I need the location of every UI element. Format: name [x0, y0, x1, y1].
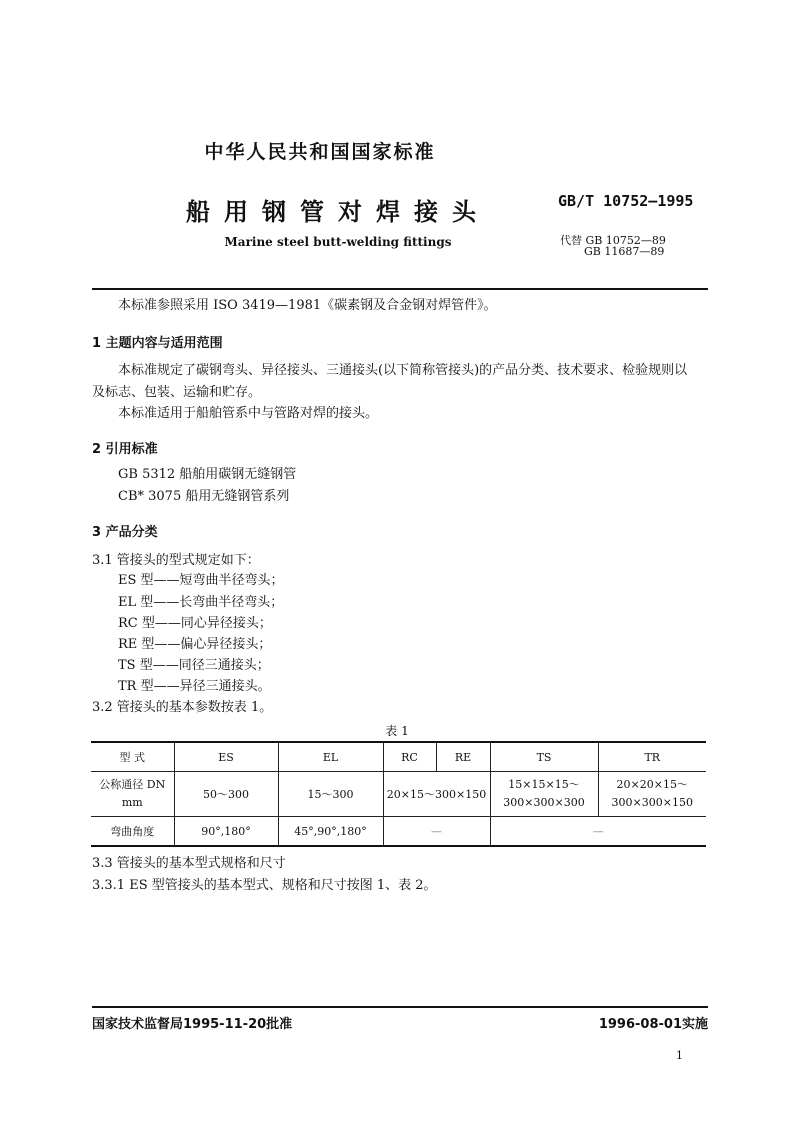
dn-label — [91, 772, 174, 817]
angle-ts-tr: — — [490, 817, 706, 847]
table-1-caption: 表 1 — [385, 724, 409, 738]
dn-label-b: mm — [121, 796, 143, 809]
angle-el: 45°,90°,180° — [278, 817, 383, 847]
section-1-paragraph-1a: 本标准规定了碳钢弯头、异径接头、三通接头(以下简称管接头)的产品分类、技术要求、检验规则以 — [118, 363, 688, 378]
table-row — [91, 742, 706, 772]
dn-es: 50～300 — [174, 772, 278, 817]
clause-3-2: 3.2 管接头的基本参数按表 1。 — [92, 700, 273, 715]
dn-tr — [598, 772, 706, 817]
page-number: 1 — [676, 1049, 683, 1062]
header-rc: RC — [383, 742, 436, 772]
dn-ts-a: 15×15×15～ — [508, 778, 580, 791]
angle-es: 90°,180° — [174, 817, 278, 847]
dn-ts-b: 300×300×300 — [503, 796, 585, 809]
dn-el: 15～300 — [278, 772, 383, 817]
type-re: RE 型——偏心异径接头； — [118, 637, 272, 652]
header-ts: TS — [490, 742, 598, 772]
replaces-line-2: GB 11687—89 — [584, 245, 665, 258]
table-row — [91, 817, 706, 847]
replaces-line-1: 代替 GB 10752—89 — [560, 234, 666, 247]
footer-rule — [92, 1006, 708, 1008]
section-1-heading: 1 主题内容与适用范围 — [92, 336, 223, 351]
standard-number: GB/T 10752—1995 — [558, 192, 694, 210]
section-1-paragraph-2: 本标准适用于船舶管系中与管路对焊的接头。 — [118, 406, 379, 421]
section-3-heading: 3 产品分类 — [92, 525, 158, 540]
type-es: ES 型——短弯曲半径弯头； — [118, 573, 284, 588]
type-el: EL 型——长弯曲半径弯头； — [118, 595, 284, 610]
reference-cb3075: CB* 3075 船用无缝钢管系列 — [118, 489, 290, 504]
table-1 — [91, 741, 706, 847]
section-1-paragraph-1b: 及标志、包装、运输和贮存。 — [92, 385, 262, 400]
header-re: RE — [436, 742, 490, 772]
dn-label-a: 公称通径 DN — [99, 778, 166, 791]
dn-tr-b: 300×300×150 — [611, 796, 693, 809]
clause-3-3: 3.3 管接头的基本型式规格和尺寸 — [92, 856, 286, 871]
dn-rc-re: 20×15～300×150 — [383, 772, 490, 817]
reference-gb5312: GB 5312 船舶用碳钢无缝钢管 — [118, 467, 297, 482]
document-title-cn: 船用钢管对焊接头 — [186, 198, 490, 226]
clause-3-1: 3.1 管接头的型式规定如下： — [92, 553, 260, 568]
dn-ts — [490, 772, 598, 817]
type-ts: TS 型——同径三通接头； — [118, 658, 270, 673]
angle-label: 弯曲角度 — [91, 817, 174, 847]
national-standard-heading: 中华人民共和国国家标准 — [204, 141, 436, 163]
dn-tr-a: 20×20×15～ — [616, 778, 688, 791]
angle-rc-re: — — [383, 817, 490, 847]
header-type: 型 式 — [91, 742, 174, 772]
header-el: EL — [278, 742, 383, 772]
type-tr: TR 型——异径三通接头。 — [118, 679, 271, 694]
header-es: ES — [174, 742, 278, 772]
approval-date: 国家技术监督局1995-11-20批准 — [92, 1017, 293, 1032]
clause-3-3-1: 3.3.1 ES 型管接头的基本型式、规格和尺寸按图 1、表 2。 — [92, 878, 437, 893]
header-rule — [92, 288, 708, 290]
type-rc: RC 型——同心异径接头； — [118, 616, 272, 631]
header-tr: TR — [598, 742, 706, 772]
document-title-en: Marine steel butt-welding fittings — [224, 235, 452, 249]
section-2-heading: 2 引用标准 — [92, 442, 158, 457]
implementation-date: 1996-08-01实施 — [598, 1017, 708, 1032]
table-row — [91, 772, 706, 817]
intro-paragraph: 本标准参照采用 ISO 3419—1981《碳素钢及合金钢对焊管件》。 — [118, 298, 497, 313]
